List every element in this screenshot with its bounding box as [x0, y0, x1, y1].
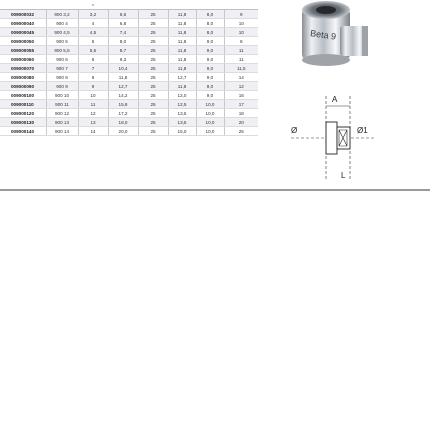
table-cell: 10,0	[196, 118, 224, 127]
table-cell: 12,7	[108, 82, 138, 91]
table-cell: 8,0	[196, 19, 224, 28]
table-cell: 900 14	[46, 127, 78, 136]
table-row	[0, 91, 258, 100]
table-row	[0, 118, 258, 127]
part-number-cell: 009000055	[0, 46, 46, 55]
table-cell: 25	[224, 127, 258, 136]
table-cell: 900 4	[46, 19, 78, 28]
part-number-cell: 009000050	[0, 37, 46, 46]
table-cell: 9,3	[108, 55, 138, 64]
table-cell: 11	[224, 46, 258, 55]
table-cell: 900 13	[46, 118, 78, 127]
table-cell: 10	[78, 91, 108, 100]
part-number-cell: 009000045	[0, 28, 46, 37]
table-cell: 25	[138, 37, 168, 46]
part-number-cell: 009000080	[0, 73, 46, 82]
table-cell: 25	[138, 127, 168, 136]
table-cell: 18,0	[108, 118, 138, 127]
table-header-cell	[224, 0, 258, 10]
table-cell: 25	[138, 109, 168, 118]
table-header-cell	[138, 0, 168, 10]
table-cell: 900 5	[46, 37, 78, 46]
part-number-cell: 009000130	[0, 118, 46, 127]
table-row	[0, 55, 258, 64]
table-cell: 11,8	[168, 55, 196, 64]
table-cell: 11,8	[168, 64, 196, 73]
table-row	[0, 46, 258, 55]
table-row	[0, 19, 258, 28]
table-cell: 13	[78, 118, 108, 127]
table-cell: 10,4	[108, 64, 138, 73]
table-cell: 11,8	[168, 10, 196, 19]
table-cell: 18	[224, 109, 258, 118]
part-number-cell: 009000120	[0, 109, 46, 118]
table-cell: 14	[224, 73, 258, 82]
part-number-cell: 009000070	[0, 64, 46, 73]
table-cell: 15,8	[108, 100, 138, 109]
table-cell: 12	[224, 82, 258, 91]
table-cell: 25	[138, 73, 168, 82]
socket-photo	[296, 0, 372, 78]
table-cell: 9,0	[196, 37, 224, 46]
table-cell: 9,0	[196, 73, 224, 82]
table-cell: 5,5	[78, 46, 108, 55]
table-row	[0, 82, 258, 91]
table-cell: 12,7	[168, 73, 196, 82]
table-cell: 25	[138, 118, 168, 127]
table-cell: 11,8	[108, 73, 138, 82]
table-cell: 9,0	[196, 82, 224, 91]
table-cell: 11,8	[168, 28, 196, 37]
table-cell: 900 6	[46, 55, 78, 64]
section-divider	[0, 189, 430, 191]
table-cell: 11,8	[168, 82, 196, 91]
table-row	[0, 28, 258, 37]
table-cell: 14	[78, 127, 108, 136]
table-header-cell	[168, 0, 196, 10]
table-row	[0, 37, 258, 46]
part-number-cell: 009000090	[0, 82, 46, 91]
table-cell: 17,2	[108, 109, 138, 118]
table-header-cell: ⌀	[78, 0, 108, 10]
table-cell: 11,8	[168, 19, 196, 28]
table-cell: 17	[224, 100, 258, 109]
table-cell: 8	[224, 37, 258, 46]
dimension-label-l: L	[341, 171, 346, 180]
table-header-cell	[108, 0, 138, 10]
table-cell: 25	[138, 55, 168, 64]
table-cell: 900 3,2	[46, 10, 78, 19]
catalog-table	[0, 0, 258, 136]
table-cell: 20	[224, 118, 258, 127]
table-cell: 25	[138, 46, 168, 55]
table-cell: 13,5	[168, 118, 196, 127]
table-cell: 16	[224, 91, 258, 100]
table-header-row	[0, 0, 258, 10]
table-cell: 900 12	[46, 109, 78, 118]
table-cell: 13,5	[168, 109, 196, 118]
table-cell: 9,0	[196, 91, 224, 100]
table-cell: 8,0	[196, 10, 224, 19]
table-cell: 4	[78, 19, 108, 28]
table-cell: 6,6	[108, 10, 138, 19]
table-cell: 3,2	[78, 10, 108, 19]
part-number-cell: 009000140	[0, 127, 46, 136]
table-cell: 900 11	[46, 100, 78, 109]
table-header-cell	[46, 0, 78, 10]
dimension-label-a: A	[332, 95, 338, 104]
table-cell: 9,0	[196, 55, 224, 64]
part-number-cell: 009000100	[0, 91, 46, 100]
table-cell: 11,8	[168, 46, 196, 55]
table-cell: 10	[224, 28, 258, 37]
socket-dimension-drawing	[283, 88, 383, 188]
part-number-cell: 009000110	[0, 100, 46, 109]
table-cell: 9,0	[196, 46, 224, 55]
table-row	[0, 10, 258, 19]
table-header-cell	[196, 0, 224, 10]
table-cell: 900 4,5	[46, 28, 78, 37]
table-cell: 25	[138, 91, 168, 100]
table-row	[0, 109, 258, 118]
table-cell: 900 7	[46, 64, 78, 73]
table-cell: 25	[138, 100, 168, 109]
table-cell: 25	[138, 19, 168, 28]
part-number-cell: 009000040	[0, 19, 46, 28]
table-cell: 9,0	[196, 64, 224, 73]
table-cell: 25	[138, 82, 168, 91]
table-cell: 9	[224, 10, 258, 19]
table-cell: 6,8	[108, 19, 138, 28]
table-cell: 12,5	[168, 100, 196, 109]
table-row	[0, 64, 258, 73]
table-cell: 11,8	[168, 37, 196, 46]
table-cell: 900 5,5	[46, 46, 78, 55]
table-cell: 6	[78, 55, 108, 64]
table-cell: 11	[78, 100, 108, 109]
part-number-cell: 009000032	[0, 10, 46, 19]
table-cell: 14,2	[108, 91, 138, 100]
table-cell: 10,0	[196, 100, 224, 109]
table-cell: 12	[78, 109, 108, 118]
table-cell: 11,5	[224, 64, 258, 73]
table-cell: 900 9	[46, 82, 78, 91]
table-cell: 8,0	[196, 28, 224, 37]
table-cell: 25	[138, 10, 168, 19]
dimension-label-diameter1: Ø1	[357, 126, 368, 135]
table-cell: 900 10	[46, 91, 78, 100]
table-cell: 7	[78, 64, 108, 73]
table-cell: 8,7	[108, 46, 138, 55]
part-number-cell: 009000060	[0, 55, 46, 64]
table-cell: 8,0	[108, 37, 138, 46]
table-cell: 25	[138, 28, 168, 37]
table-cell: 20,0	[108, 127, 138, 136]
table-cell: 10,0	[196, 109, 224, 118]
table-row	[0, 127, 258, 136]
table-body	[0, 10, 258, 136]
table-cell: 4,5	[78, 28, 108, 37]
table-cell: 10,0	[196, 127, 224, 136]
table-cell: 7,4	[108, 28, 138, 37]
table-cell: 10	[224, 19, 258, 28]
table-row	[0, 100, 258, 109]
table-header-cell	[0, 0, 46, 10]
dimension-label-diameter: Ø	[291, 126, 298, 135]
socket-engraving: Beta 9	[309, 28, 337, 42]
table-cell: 15,0	[168, 127, 196, 136]
table-cell: 25	[138, 64, 168, 73]
table-cell: 9	[78, 82, 108, 91]
table-cell: 5	[78, 37, 108, 46]
table-cell: 12,0	[168, 91, 196, 100]
table-row	[0, 73, 258, 82]
table-cell: 11	[224, 55, 258, 64]
table-cell: 8	[78, 73, 108, 82]
table-cell: 900 8	[46, 73, 78, 82]
